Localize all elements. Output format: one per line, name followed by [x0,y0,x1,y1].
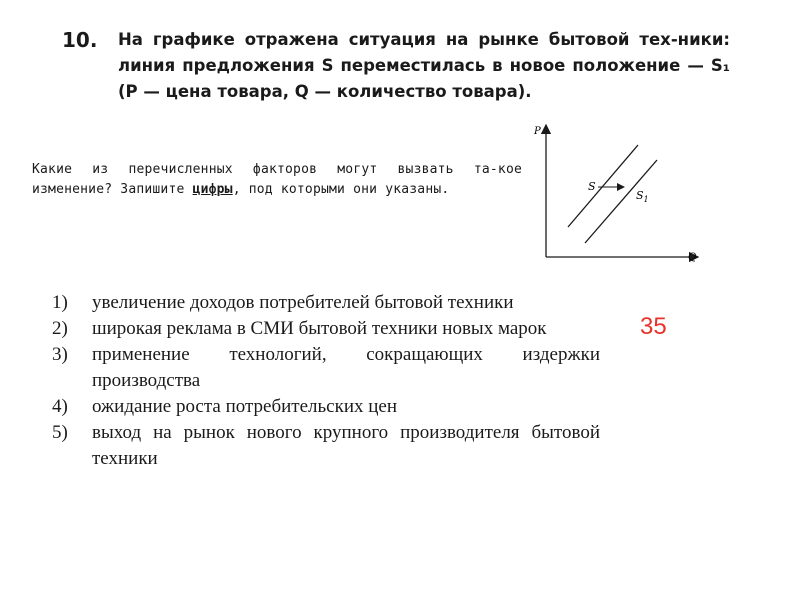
option-item [52,420,612,472]
sub-question-emphasis: цифры [192,182,233,197]
supply-curve-s1-label [636,189,649,204]
option-number: 1) [52,292,68,313]
option-item [52,316,612,342]
sub-question-text-before: Какие из перечисленных факторов могут вызвать та-кое изменение? Запишите [32,162,522,197]
options-list [52,290,612,472]
option-text: увеличение доходов потребителей бытовой техники [92,292,514,313]
sub-question-text-after: , под которыми они указаны. [232,182,450,197]
option-number: 5) [52,422,68,443]
option-text: широкая реклама в СМИ бытовой техники новых марок [92,318,547,339]
answer-value: 35 [640,313,667,340]
supply-curve-s1-subscript: 1 [643,195,649,204]
supply-curve-s-label: S [588,180,596,193]
option-text: применение технологий, сокращающих издержки производства [92,344,600,391]
y-axis-label: P [534,126,541,137]
question-text: На графике отражена ситуация на рынке бытовой тех-ники: линия предложения S переместилась в новое положение — S₁ (P — цена товара, Q — количество товара). [118,30,730,101]
supply-curve-s1-letter: S [636,189,644,202]
x-axis-label: Q [688,252,697,263]
supply-curve-s [568,145,638,227]
option-text: выход на рынок нового крупного производителя бытовой техники [92,422,600,469]
option-number: 3) [52,344,68,365]
question-number: 10. [62,28,98,52]
option-number: 4) [52,396,68,417]
option-text: ожидание роста потребительских цен [92,396,398,417]
option-item [52,290,612,316]
option-number: 2) [52,318,68,339]
supply-shift-graph [530,120,710,265]
option-item [52,342,612,394]
sub-question [32,160,522,200]
option-item [52,394,612,420]
